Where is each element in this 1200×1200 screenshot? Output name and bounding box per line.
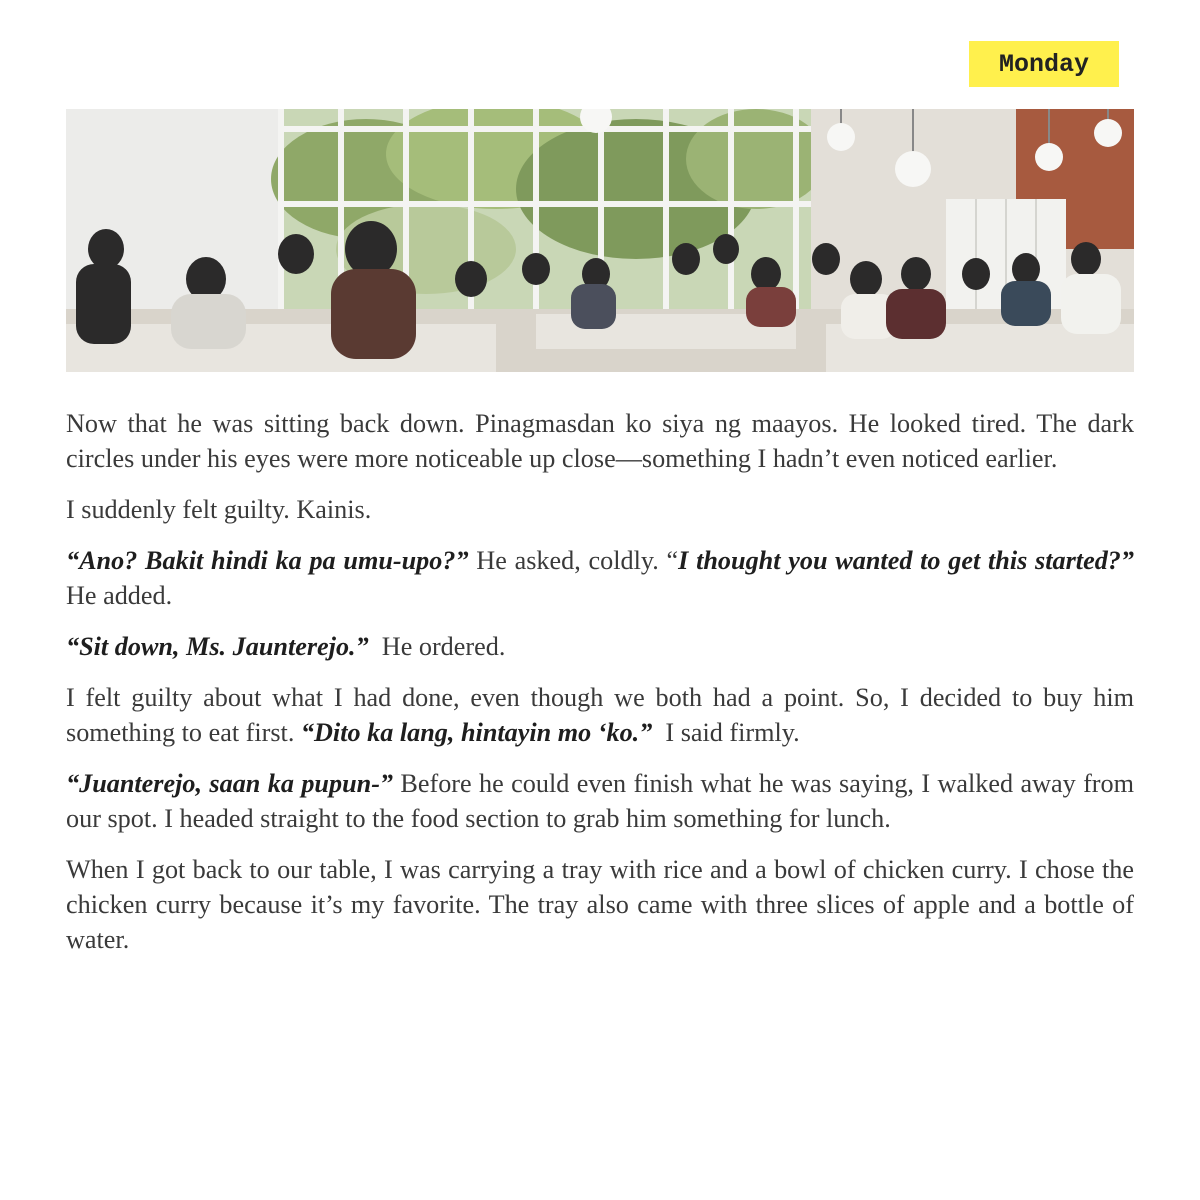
narration: Before he could even finish what he was saying, I walked away from our spot. I headed straight to the food section to grab him something for lunch.: [66, 769, 1134, 833]
dialogue-quote: “Ano? Bakit hindi ka pa umu-upo?”: [66, 546, 469, 575]
paragraph-6: [66, 766, 1134, 836]
paragraph-3: [66, 543, 1134, 613]
story-text: [66, 406, 1134, 973]
paragraph-5: [66, 680, 1134, 750]
paragraph-2: I suddenly felt guilty. Kainis.: [66, 495, 372, 524]
dialogue-quote: “Dito ka lang, hintayin mo ‘ko.”: [300, 718, 653, 747]
dialogue-quote: “Juanterejo, saan ka pupun-”: [66, 769, 394, 798]
paragraph-7: When I got back to our table, I was carrying a tray with rice and a bowl of chicken curry. I chose the chicken curry because it’s my favorite. The tray also came with three slices of apple and a bottle of water.: [66, 855, 1134, 954]
narration: He added.: [66, 581, 173, 610]
narration: He ordered.: [368, 632, 506, 661]
narration: He asked, coldly. “: [468, 546, 679, 575]
day-tag: Monday: [969, 41, 1119, 87]
dialogue-quote: I thought you wanted to get this started?”: [678, 546, 1134, 575]
narration: I felt guilty about what I had done, even though we both had a point. So, I decided to buy him something to eat first.: [66, 683, 1134, 747]
paragraph-1: Now that he was sitting back down. Pinagmasdan ko siya ng maayos. He looked tired. The dark circles under his eyes were more noticeable up close—something I hadn’t even noticed earlier.: [66, 409, 1134, 473]
cafeteria-photo: [66, 109, 1134, 372]
dialogue-quote: “Sit down, Ms. Jaunterejo.”: [66, 632, 369, 661]
narration: I said firmly.: [652, 718, 800, 747]
paragraph-4: [66, 629, 1134, 664]
